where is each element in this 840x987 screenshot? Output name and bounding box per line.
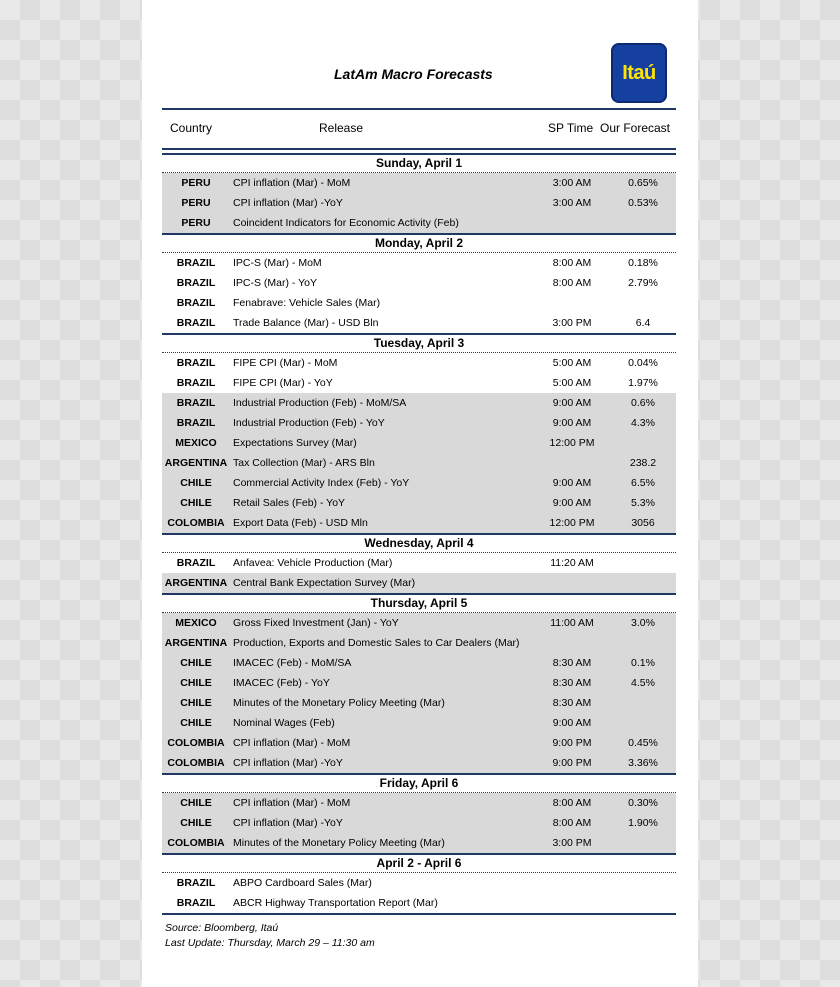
release-cell: CPI inflation (Mar) - MoM <box>233 177 351 189</box>
release-cell: Industrial Production (Feb) - YoY <box>233 417 385 429</box>
release-cell: ABCR Highway Transportation Report (Mar) <box>233 897 438 909</box>
table-bottom-rule <box>162 913 676 921</box>
country-cell: BRAZIL <box>176 557 216 569</box>
forecast-cell: 5.3% <box>631 497 655 509</box>
country-cell: MEXICO <box>175 437 217 449</box>
release-cell: IPC-S (Mar) - YoY <box>233 277 318 289</box>
country-cell: COLOMBIA <box>167 837 225 849</box>
country-cell: CHILE <box>180 497 212 509</box>
table-row <box>162 753 676 773</box>
country-cell: CHILE <box>180 817 212 829</box>
table-row <box>162 813 676 833</box>
release-cell: IPC-S (Mar) - MoM <box>233 257 322 269</box>
release-cell: CPI inflation (Mar) - MoM <box>233 797 351 809</box>
day-header: Wednesday, April 4 <box>162 533 676 553</box>
forecast-cell: 0.6% <box>631 397 655 409</box>
table-row <box>162 393 676 413</box>
table-body <box>162 153 676 913</box>
release-cell: FIPE CPI (Mar) - MoM <box>233 357 338 369</box>
country-cell: PERU <box>181 217 211 229</box>
day-header: April 2 - April 6 <box>162 853 676 873</box>
sp-time-cell: 5:00 AM <box>552 357 592 369</box>
forecast-cell: 3.0% <box>631 617 655 629</box>
forecast-cell: 1.90% <box>628 817 658 829</box>
sp-time-cell: 9:00 PM <box>552 757 592 769</box>
document-page <box>142 0 698 987</box>
country-cell: CHILE <box>180 657 212 669</box>
table-row <box>162 273 676 293</box>
sp-time-cell: 12:00 PM <box>549 437 595 449</box>
country-cell: COLOMBIA <box>167 757 225 769</box>
sp-time-cell: 3:00 PM <box>552 317 592 329</box>
sp-time-cell: 3:00 AM <box>552 197 592 209</box>
sp-time-cell: 9:00 AM <box>552 717 592 729</box>
sp-time-cell: 9:00 AM <box>552 417 592 429</box>
table-header <box>162 108 676 150</box>
country-cell: PERU <box>181 177 211 189</box>
table-row <box>162 433 676 453</box>
forecast-cell: 3056 <box>631 517 655 529</box>
release-cell: Central Bank Expectation Survey (Mar) <box>233 577 416 589</box>
sp-time-cell: 9:00 AM <box>552 497 592 509</box>
sp-time-cell: 8:30 AM <box>552 697 592 709</box>
sp-time-cell: 3:00 AM <box>552 177 592 189</box>
day-header: Friday, April 6 <box>162 773 676 793</box>
country-cell: CHILE <box>180 477 212 489</box>
release-cell: IMACEC (Feb) - YoY <box>233 677 330 689</box>
forecast-cell: 238.2 <box>629 457 657 469</box>
country-cell: BRAZIL <box>176 897 216 909</box>
table-row <box>162 653 676 673</box>
release-cell: Production, Exports and Domestic Sales to Car Dealers (Mar) <box>233 637 520 649</box>
country-cell: BRAZIL <box>176 377 216 389</box>
country-cell: BRAZIL <box>176 317 216 329</box>
sp-time-cell: 3:00 PM <box>552 837 592 849</box>
release-cell: CPI inflation (Mar) - MoM <box>233 737 351 749</box>
forecast-cell: 2.79% <box>628 277 658 289</box>
release-cell: Anfavea: Vehicle Production (Mar) <box>233 557 393 569</box>
day-header: Sunday, April 1 <box>162 153 676 173</box>
table-row <box>162 353 676 373</box>
table-row <box>162 493 676 513</box>
country-cell: BRAZIL <box>176 877 216 889</box>
table-row <box>162 373 676 393</box>
footer-last-update: Last Update: Thursday, March 29 – 11:30 am <box>165 937 375 949</box>
release-cell: Retail Sales (Feb) - YoY <box>233 497 346 509</box>
country-cell: BRAZIL <box>176 397 216 409</box>
forecast-cell: 0.45% <box>628 737 658 749</box>
release-cell: Expectations Survey (Mar) <box>233 437 357 449</box>
table-row <box>162 513 676 533</box>
document-title: LatAm Macro Forecasts <box>334 66 493 82</box>
release-cell: Commercial Activity Index (Feb) - YoY <box>233 477 410 489</box>
table-row <box>162 413 676 433</box>
sp-time-cell: 11:20 AM <box>550 557 594 569</box>
sp-time-cell: 8:00 AM <box>552 797 592 809</box>
country-cell: MEXICO <box>175 617 217 629</box>
sp-time-cell: 9:00 AM <box>552 397 592 409</box>
forecast-cell: 0.30% <box>628 797 658 809</box>
forecast-cell: 1.97% <box>628 377 658 389</box>
country-cell: COLOMBIA <box>167 517 225 529</box>
sp-time-cell: 5:00 AM <box>552 377 592 389</box>
sp-time-cell: 8:30 AM <box>552 677 592 689</box>
header-our-forecast: Our Forecast <box>600 121 671 135</box>
country-cell: CHILE <box>180 797 212 809</box>
country-cell: PERU <box>181 197 211 209</box>
forecast-cell: 6.4 <box>635 317 651 329</box>
release-cell: IMACEC (Feb) - MoM/SA <box>233 657 352 669</box>
release-cell: Minutes of the Monetary Policy Meeting (Mar) <box>233 837 445 849</box>
sp-time-cell: 11:00 AM <box>550 617 594 629</box>
table-row <box>162 833 676 853</box>
forecast-cell: 0.04% <box>628 357 658 369</box>
table-row <box>162 213 676 233</box>
release-cell: Industrial Production (Feb) - MoM/SA <box>233 397 407 409</box>
release-cell: ABPO Cardboard Sales (Mar) <box>233 877 372 889</box>
table-row <box>162 193 676 213</box>
day-header: Monday, April 2 <box>162 233 676 253</box>
sp-time-cell: 8:00 AM <box>552 817 592 829</box>
country-cell: COLOMBIA <box>167 737 225 749</box>
table-row <box>162 873 676 893</box>
table-row <box>162 713 676 733</box>
table-row <box>162 173 676 193</box>
header-release: Release <box>319 121 364 135</box>
release-cell: Coincident Indicators for Economic Activity (Feb) <box>233 217 459 229</box>
forecast-table <box>162 108 676 951</box>
logo-text: Itaú <box>622 62 656 84</box>
forecast-cell: 0.65% <box>628 177 658 189</box>
release-cell: Tax Collection (Mar) - ARS Bln <box>233 457 375 469</box>
country-cell: BRAZIL <box>176 277 216 289</box>
release-cell: Nominal Wages (Feb) <box>233 717 335 729</box>
table-row <box>162 613 676 633</box>
release-cell: Trade Balance (Mar) - USD Bln <box>233 317 379 329</box>
footer-source: Source: Bloomberg, Itaú <box>165 922 279 934</box>
country-cell: BRAZIL <box>176 297 216 309</box>
country-cell: CHILE <box>180 677 212 689</box>
day-header: Tuesday, April 3 <box>162 333 676 353</box>
forecast-cell: 0.1% <box>631 657 655 669</box>
forecast-cell: 3.36% <box>628 757 658 769</box>
country-cell: ARGENTINA <box>164 457 228 469</box>
table-row <box>162 453 676 473</box>
table-row <box>162 573 676 593</box>
release-cell: CPI inflation (Mar) -YoY <box>233 757 343 769</box>
table-row <box>162 893 676 913</box>
release-cell: Fenabrave: Vehicle Sales (Mar) <box>233 297 381 309</box>
release-cell: Export Data (Feb) - USD Mln <box>233 517 368 529</box>
country-cell: CHILE <box>180 697 212 709</box>
table-row <box>162 673 676 693</box>
day-header: Thursday, April 5 <box>162 593 676 613</box>
release-cell: Minutes of the Monetary Policy Meeting (Mar) <box>233 697 445 709</box>
table-row <box>162 793 676 813</box>
sp-time-cell: 9:00 PM <box>552 737 592 749</box>
header-sp-time: SP Time <box>548 121 594 135</box>
release-cell: Gross Fixed Investment (Jan) - YoY <box>233 617 399 629</box>
sp-time-cell: 8:00 AM <box>552 257 592 269</box>
forecast-cell: 4.3% <box>631 417 655 429</box>
release-cell: FIPE CPI (Mar) - YoY <box>233 377 333 389</box>
release-cell: CPI inflation (Mar) -YoY <box>233 817 343 829</box>
table-row <box>162 693 676 713</box>
country-cell: CHILE <box>180 717 212 729</box>
country-cell: ARGENTINA <box>164 577 228 589</box>
table-row <box>162 253 676 273</box>
release-cell: CPI inflation (Mar) -YoY <box>233 197 343 209</box>
sp-time-cell: 12:00 PM <box>549 517 595 529</box>
header-country: Country <box>170 121 213 135</box>
itau-logo <box>611 43 667 103</box>
table-row <box>162 313 676 333</box>
forecast-cell: 4.5% <box>631 677 655 689</box>
country-cell: BRAZIL <box>176 257 216 269</box>
table-row <box>162 633 676 653</box>
table-row <box>162 733 676 753</box>
country-cell: ARGENTINA <box>164 637 228 649</box>
country-cell: BRAZIL <box>176 357 216 369</box>
sp-time-cell: 8:00 AM <box>552 277 592 289</box>
forecast-cell: 6.5% <box>631 477 655 489</box>
sp-time-cell: 9:00 AM <box>552 477 592 489</box>
sp-time-cell: 8:30 AM <box>552 657 592 669</box>
table-row <box>162 473 676 493</box>
table-row <box>162 293 676 313</box>
forecast-cell: 0.18% <box>628 257 658 269</box>
country-cell: BRAZIL <box>176 417 216 429</box>
forecast-cell: 0.53% <box>628 197 658 209</box>
table-row <box>162 553 676 573</box>
